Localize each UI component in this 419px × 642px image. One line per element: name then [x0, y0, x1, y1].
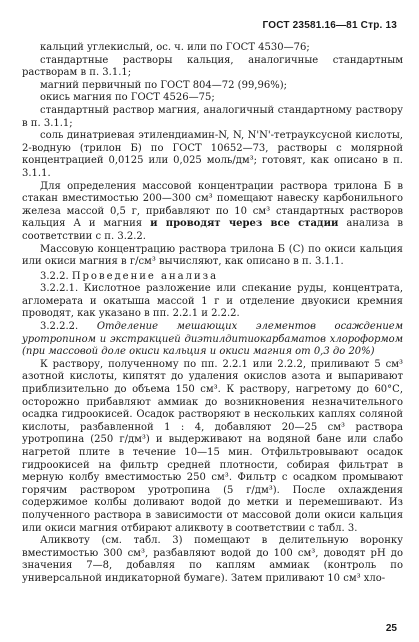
subsection-heading — [22, 321, 403, 359]
reagent-item: стандартный раствор магния, аналогичный стандартному раствору в п. 3.1.1; — [22, 104, 403, 129]
subsection-number: 3.2.2.2. — [40, 321, 79, 333]
reagent-item: соль динатриевая этилендиамин-N, N, N'N'-тетрауксусной кислоты, 2-водную (трилон Б) по ГОСТ 10652—73, растворы с молярной концентрацией 0,0125 или 0,025 моль/дм³; готовят, как описано в п. 3.1.1. — [22, 130, 403, 179]
page-body — [22, 42, 403, 586]
reagent-item: кальций углекислый, ос. ч. или по ГОСТ 4530—76; — [40, 42, 310, 53]
body-paragraph: Аликвоту (см. табл. 3) помещают в делительную воронку вместимостью 300 см³, разбавляют водой до 100 см³, доводят pH до значения 7—8, добавляя по каплям аммиак (контроль по универсальной индикаторной бумаге). Затем приливают 10 см³ хло- — [22, 535, 403, 584]
reagent-item: окись магния по ГОСТ 4526—75; — [40, 92, 215, 104]
page-header: ГОСТ 23581.16—81 Стр. 13 — [262, 20, 397, 31]
paragraph-emphasis: и проводят через все стадии — [150, 218, 339, 230]
section-heading — [22, 271, 403, 284]
body-paragraph — [22, 181, 403, 244]
body-paragraph: 3.2.2.1. Кислотное разложение или спекание руды, концентрата, агломерата и окатыша массой 1 г и отделение двуокиси кремния проводят, как указано в пп. 2.2.1 и 2.2.2. — [22, 283, 403, 320]
reagent-item: стандартные растворы кальция, аналогичные стандартным растворам в п. 3.1.1; — [22, 54, 403, 79]
section-title: Проведение анализа — [71, 270, 219, 282]
subsection-title: Отделение мешающих элементов осаждением уротропином и экстракцией диэтилдитиокарбаматов хлороформом (при массовой доле окиси кальция и окиси магния от 0,3 до 20%) — [22, 321, 403, 358]
section-number: 3.2.2. — [40, 270, 69, 282]
body-paragraph: К раствору, полученному по пп. 2.2.1 или 2.2.2, приливают 5 см³ азотной кислоты, кипятят до удаления окислов азота и выпаривают приблизительно до объема 150 см³. К раствору, нагретому до 60°С, осторожно прибавляют аммиак до возникновения незначительного осадка гидроокисей. Осадок растворяют в нескольких каплях соляной кислоты, разбавленной 1 : 4, добавляют 20—25 см³ раствора уротропина (250 г/дм³) и выдерживают на водяной бане или слабо нагретой плите в течение 10—15 мин. Отфильтровывают осадок гидроокисей на фильтр средней плотности, собирая фильтрат в мерную колбу вместимостью 250 см³. Фильтр с осадком промывают горячим раствором уротропина (5 г/дм³). После охлаждения содержимое колбы доливают водой до метки и перемешивают. Из полученного раствора в зависимости от массовой доли окиси кальция или окиси магния отбирают аликвоту в соответствии с табл. 3. — [22, 358, 403, 534]
reagent-item: магний первичный по ГОСТ 804—72 (99,96%); — [40, 79, 287, 91]
page-number: 25 — [385, 623, 397, 634]
paragraph-text: анализа в соответствии с п. 3.2.2. — [22, 218, 403, 242]
paragraph-text: Для определения массовой концентрации раствора трилона Б в стакан вместимостью 200—300 см³ помещают навеску карбонильного железа массой 0,5 г, прибавляют по 10 см³ стандартных растворов кальция А и магния — [22, 180, 403, 230]
body-paragraph: Массовую концентрацию раствора трилона Б (С) по окиси кальция или окиси магния в г/см³ вычисляют, как описано в п. 3.1.1. — [22, 243, 403, 268]
